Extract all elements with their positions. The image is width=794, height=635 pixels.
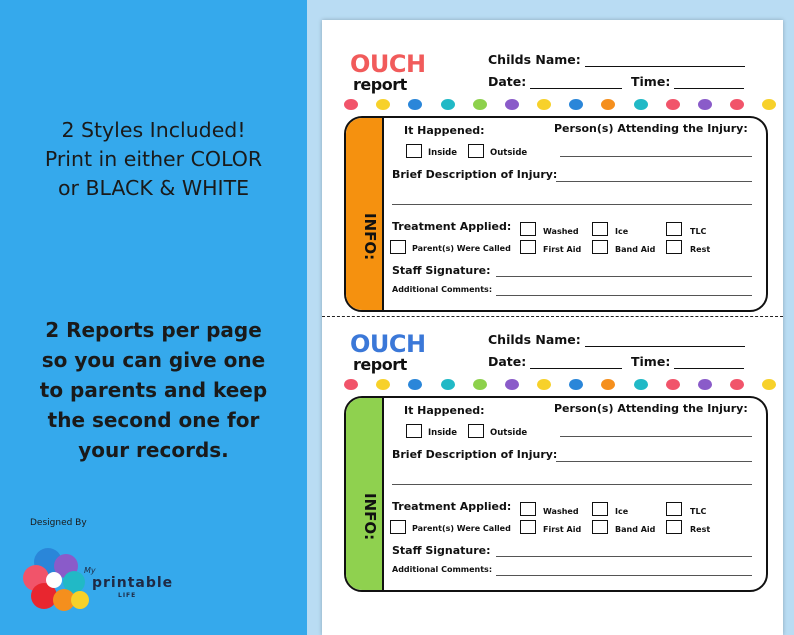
outside-label: Outside — [490, 428, 528, 438]
time-field[interactable] — [674, 88, 744, 89]
rest-checkbox[interactable] — [666, 520, 682, 534]
parents-called-checkbox[interactable] — [390, 240, 406, 254]
band-aid-checkbox[interactable] — [592, 240, 608, 254]
dot-1 — [344, 379, 358, 390]
inside-checkbox[interactable] — [406, 144, 422, 158]
dot-3 — [408, 379, 422, 390]
parents-called-label: Parent(s) Were Called — [412, 524, 511, 533]
inside-checkbox[interactable] — [406, 424, 422, 438]
description-field-1[interactable] — [556, 461, 752, 462]
tlc-checkbox[interactable] — [666, 222, 682, 236]
dot-6 — [505, 379, 519, 390]
dot-5 — [473, 99, 487, 110]
date-label: Date: — [488, 74, 527, 89]
description-field-2[interactable] — [392, 484, 752, 485]
ouch-report-2 — [322, 300, 783, 590]
first-aid-label: First Aid — [543, 245, 582, 254]
dot-10 — [634, 99, 648, 110]
dot-4 — [441, 379, 455, 390]
band-aid-label: Band Aid — [615, 245, 656, 254]
brief-description-label: Brief Description of Injury: — [392, 448, 558, 461]
time-label: Time: — [631, 74, 671, 89]
childs-name-field[interactable] — [585, 66, 745, 67]
treatment-applied-label: Treatment Applied: — [392, 220, 512, 233]
tagline-line: the second one for — [47, 408, 260, 432]
ice-label: Ice — [615, 507, 629, 516]
dot-1 — [344, 99, 358, 110]
dot-4 — [441, 99, 455, 110]
additional-comments-field[interactable] — [496, 295, 752, 296]
parents-called-label: Parent(s) Were Called — [412, 244, 511, 253]
dot-11 — [666, 99, 680, 110]
tagline-line: Print in either COLOR — [44, 147, 263, 171]
dot-7 — [537, 379, 551, 390]
ouch-report-1 — [322, 20, 783, 310]
dot-9 — [601, 379, 615, 390]
tlc-checkbox[interactable] — [666, 502, 682, 516]
tlc-label: TLC — [690, 507, 707, 516]
it-happened-label: It Happened: — [404, 404, 485, 417]
ouch-title: OUCH — [350, 330, 426, 358]
parents-called-checkbox[interactable] — [390, 520, 406, 534]
rest-checkbox[interactable] — [666, 240, 682, 254]
washed-label: Washed — [543, 507, 579, 516]
dot-row — [344, 379, 774, 391]
rest-label: Rest — [690, 525, 711, 534]
brief-description-label: Brief Description of Injury: — [392, 168, 558, 181]
tagline-line: so you can give one — [41, 348, 266, 372]
info-strip — [346, 398, 384, 590]
dot-13 — [730, 379, 744, 390]
info-label: INFO: — [361, 213, 379, 261]
ice-checkbox[interactable] — [592, 222, 608, 236]
childs-name-label: Childs Name: — [488, 332, 581, 347]
dot-13 — [730, 99, 744, 110]
inside-label: Inside — [428, 428, 458, 438]
ice-checkbox[interactable] — [592, 502, 608, 516]
dot-2 — [376, 99, 390, 110]
first-aid-checkbox[interactable] — [520, 520, 536, 534]
reports-tagline — [0, 315, 307, 465]
description-field-1[interactable] — [556, 181, 752, 182]
report-subtitle: report — [353, 355, 407, 374]
info-label: INFO: — [361, 493, 379, 541]
dot-7 — [537, 99, 551, 110]
staff-signature-field[interactable] — [496, 276, 752, 277]
date-field[interactable] — [530, 88, 622, 89]
additional-comments-field[interactable] — [496, 575, 752, 576]
dot-10 — [634, 379, 648, 390]
dot-12 — [698, 99, 712, 110]
description-field-2[interactable] — [392, 204, 752, 205]
logo-life: LIFE — [118, 592, 137, 599]
tagline-line: your records. — [78, 438, 229, 462]
dot-3 — [408, 99, 422, 110]
left-promo-panel — [0, 0, 307, 635]
band-aid-label: Band Aid — [615, 525, 656, 534]
time-field[interactable] — [674, 368, 744, 369]
dot-12 — [698, 379, 712, 390]
tagline-line: to parents and keep — [39, 378, 268, 402]
tagline-line: 2 Styles Included! — [61, 118, 246, 142]
dot-2 — [376, 379, 390, 390]
outside-label: Outside — [490, 148, 528, 158]
childs-name-field[interactable] — [585, 346, 745, 347]
info-box — [344, 396, 768, 592]
ice-label: Ice — [615, 227, 629, 236]
dot-row — [344, 99, 774, 111]
additional-comments-label: Additional Comments: — [392, 285, 493, 294]
dot-6 — [505, 99, 519, 110]
staff-signature-field[interactable] — [496, 556, 752, 557]
treatment-applied-label: Treatment Applied: — [392, 500, 512, 513]
dot-8 — [569, 99, 583, 110]
dot-8 — [569, 379, 583, 390]
logo-my: My — [84, 566, 96, 575]
date-field[interactable] — [530, 368, 622, 369]
first-aid-checkbox[interactable] — [520, 240, 536, 254]
styles-tagline — [0, 116, 307, 203]
designed-by-label: Designed By — [30, 518, 87, 528]
tlc-label: TLC — [690, 227, 707, 236]
additional-comments-label: Additional Comments: — [392, 565, 493, 574]
report-subtitle: report — [353, 75, 407, 94]
ouch-title: OUCH — [350, 50, 426, 78]
staff-signature-label: Staff Signature: — [392, 264, 491, 277]
tagline-line: or BLACK & WHITE — [57, 176, 250, 200]
info-strip — [346, 118, 384, 310]
persons-attending-label: Person(s) Attending the Injury: — [554, 402, 748, 415]
washed-checkbox[interactable] — [520, 502, 536, 516]
persons-attending-field[interactable] — [560, 436, 752, 437]
tagline-line: 2 Reports per page — [45, 318, 262, 342]
dot-9 — [601, 99, 615, 110]
outside-checkbox[interactable] — [468, 144, 484, 158]
persons-attending-field[interactable] — [560, 156, 752, 157]
persons-attending-label: Person(s) Attending the Injury: — [554, 122, 748, 135]
washed-label: Washed — [543, 227, 579, 236]
childs-name-label: Childs Name: — [488, 52, 581, 67]
dot-5 — [473, 379, 487, 390]
info-box — [344, 116, 768, 312]
outside-checkbox[interactable] — [468, 424, 484, 438]
logo-name: printable — [92, 575, 174, 591]
dot-11 — [666, 379, 680, 390]
dot-14 — [762, 379, 776, 390]
inside-label: Inside — [428, 148, 458, 158]
washed-checkbox[interactable] — [520, 222, 536, 236]
it-happened-label: It Happened: — [404, 124, 485, 137]
band-aid-checkbox[interactable] — [592, 520, 608, 534]
first-aid-label: First Aid — [543, 525, 582, 534]
rest-label: Rest — [690, 245, 711, 254]
staff-signature-label: Staff Signature: — [392, 544, 491, 557]
date-label: Date: — [488, 354, 527, 369]
time-label: Time: — [631, 354, 671, 369]
dot-14 — [762, 99, 776, 110]
